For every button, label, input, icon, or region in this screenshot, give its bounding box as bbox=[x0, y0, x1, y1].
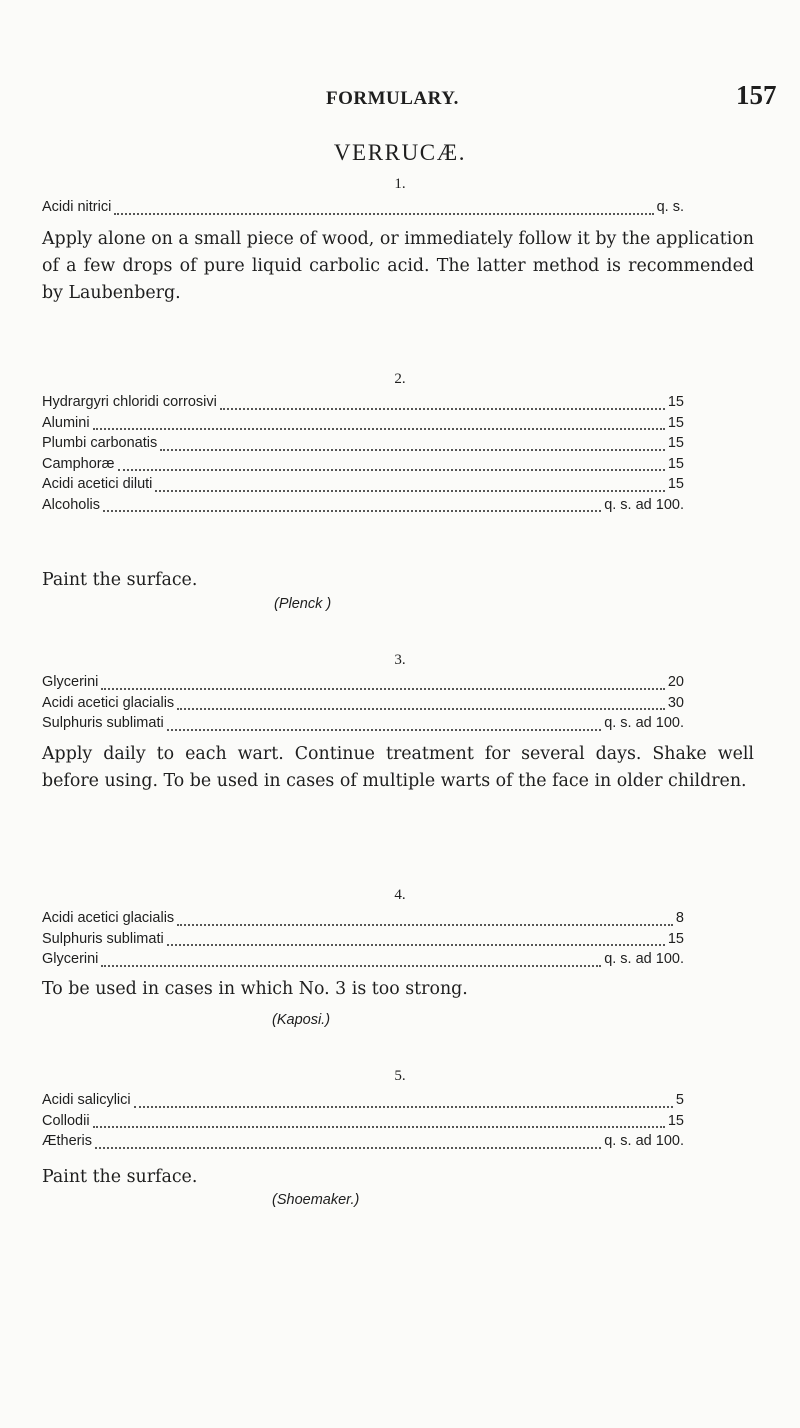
instruction-text: Paint the surface. bbox=[42, 570, 198, 590]
ingredient-quantity: 30 bbox=[667, 694, 684, 711]
dot-leader bbox=[160, 448, 665, 451]
ingredient-name: Acidi acetici diluti bbox=[42, 476, 153, 492]
ingredient-name: Sulphuris sublimati bbox=[42, 715, 164, 731]
dot-leader bbox=[167, 943, 665, 946]
prescription-number: 4. bbox=[394, 887, 406, 903]
ingredient-quantity: 15 bbox=[667, 1112, 684, 1129]
ingredient-row bbox=[42, 695, 684, 716]
instruction-text: To be used in cases in which No. 3 is too strong. bbox=[42, 979, 468, 999]
ingredient-row bbox=[42, 910, 684, 931]
section-title: VERRUCÆ. bbox=[333, 140, 467, 165]
ingredient-name: Camphoræ bbox=[42, 455, 115, 472]
dot-leader bbox=[101, 687, 664, 690]
ingredient-quantity: 15 bbox=[667, 394, 684, 410]
ingredient-row bbox=[42, 415, 684, 436]
ingredient-name: Sulphuris sublimati bbox=[42, 930, 164, 947]
ingredient-name: Glycerini bbox=[42, 674, 99, 690]
ingredient-list bbox=[42, 199, 684, 220]
ingredient-list bbox=[42, 394, 684, 517]
running-head bbox=[0, 80, 800, 112]
ingredient-quantity: 8 bbox=[675, 910, 684, 926]
ingredient-quantity: q. s. ad 100. bbox=[604, 715, 684, 731]
ingredient-name: Acidi acetici glacialis bbox=[42, 694, 175, 711]
ingredient-row bbox=[42, 1113, 684, 1134]
ingredient-row bbox=[42, 931, 684, 952]
ingredient-row bbox=[42, 497, 684, 518]
prescription-number: 5. bbox=[394, 1068, 406, 1084]
ingredient-name: Hydrargyri chloridi corrosivi bbox=[42, 394, 217, 410]
dot-leader bbox=[118, 468, 665, 471]
ingredient-name: Plumbi carbonatis bbox=[42, 435, 158, 451]
ingredient-quantity: 15 bbox=[667, 455, 684, 472]
instruction-text: Paint the surface. bbox=[42, 1167, 198, 1187]
author-attribution: (Shoemaker.) bbox=[272, 1192, 360, 1208]
dot-leader bbox=[93, 427, 665, 430]
ingredient-name: Alcoholis bbox=[42, 496, 101, 513]
ingredient-row bbox=[42, 199, 684, 220]
instruction-paragraph: Apply alone on a small piece of wood, or immediately follow it by the application of a few drops of pure liquid carbolic acid. The latter method is recommended by Laubenberg. bbox=[42, 229, 754, 303]
ingredient-row bbox=[42, 1133, 684, 1154]
dot-leader bbox=[93, 1125, 665, 1128]
ingredient-quantity: 20 bbox=[667, 674, 684, 690]
ingredient-row bbox=[42, 951, 684, 972]
ingredient-quantity: 15 bbox=[667, 435, 684, 451]
instruction-paragraph: Apply daily to each wart. Continue treatment for several days. Shake well before using. To be used in cases of multiple warts of the face in older children. bbox=[42, 744, 754, 791]
ingredient-quantity: q. s. ad 100. bbox=[604, 1133, 684, 1149]
ingredient-quantity: q. s. ad 100. bbox=[604, 496, 684, 513]
ingredient-list bbox=[42, 674, 684, 736]
ingredient-quantity: 5 bbox=[675, 1092, 684, 1108]
ingredient-name: Alumini bbox=[42, 414, 90, 431]
ingredient-name: Acidi acetici glacialis bbox=[42, 910, 175, 926]
prescription-number: 1. bbox=[394, 176, 406, 192]
ingredient-quantity: 15 bbox=[667, 414, 684, 431]
ingredient-row bbox=[42, 674, 684, 695]
dot-leader bbox=[155, 489, 664, 492]
dot-leader bbox=[103, 509, 601, 512]
ingredient-row bbox=[42, 1092, 684, 1113]
ingredient-list bbox=[42, 910, 684, 972]
ingredient-row bbox=[42, 715, 684, 736]
ingredient-list bbox=[42, 1092, 684, 1154]
ingredient-name: Collodii bbox=[42, 1112, 90, 1129]
dot-leader bbox=[177, 923, 673, 926]
running-title: FORMULARY. bbox=[326, 88, 459, 109]
author-attribution: (Kaposi.) bbox=[272, 1012, 331, 1028]
ingredient-name: Acidi salicylici bbox=[42, 1092, 131, 1108]
dot-leader bbox=[95, 1146, 601, 1149]
dot-leader bbox=[114, 212, 653, 215]
ingredient-quantity: 15 bbox=[667, 476, 684, 492]
prescription-number: 3. bbox=[394, 652, 406, 668]
ingredient-quantity: 15 bbox=[667, 930, 684, 947]
author-attribution: (Plenck ) bbox=[274, 596, 332, 612]
prescription-number: 2. bbox=[394, 371, 406, 387]
ingredient-quantity: q. s. ad 100. bbox=[604, 951, 684, 967]
dot-leader bbox=[167, 728, 601, 731]
ingredient-row bbox=[42, 456, 684, 477]
ingredient-row bbox=[42, 394, 684, 415]
ingredient-quantity: q. s. bbox=[656, 199, 684, 215]
ingredient-row bbox=[42, 435, 684, 456]
dot-leader bbox=[101, 964, 601, 967]
dot-leader bbox=[220, 407, 665, 410]
dot-leader bbox=[177, 707, 665, 710]
ingredient-name: Glycerini bbox=[42, 951, 99, 967]
page-number: 157 bbox=[736, 80, 777, 110]
ingredient-name: Ætheris bbox=[42, 1133, 92, 1149]
ingredient-name: Acidi nitrici bbox=[42, 199, 112, 215]
ingredient-row bbox=[42, 476, 684, 497]
dot-leader bbox=[134, 1105, 673, 1108]
